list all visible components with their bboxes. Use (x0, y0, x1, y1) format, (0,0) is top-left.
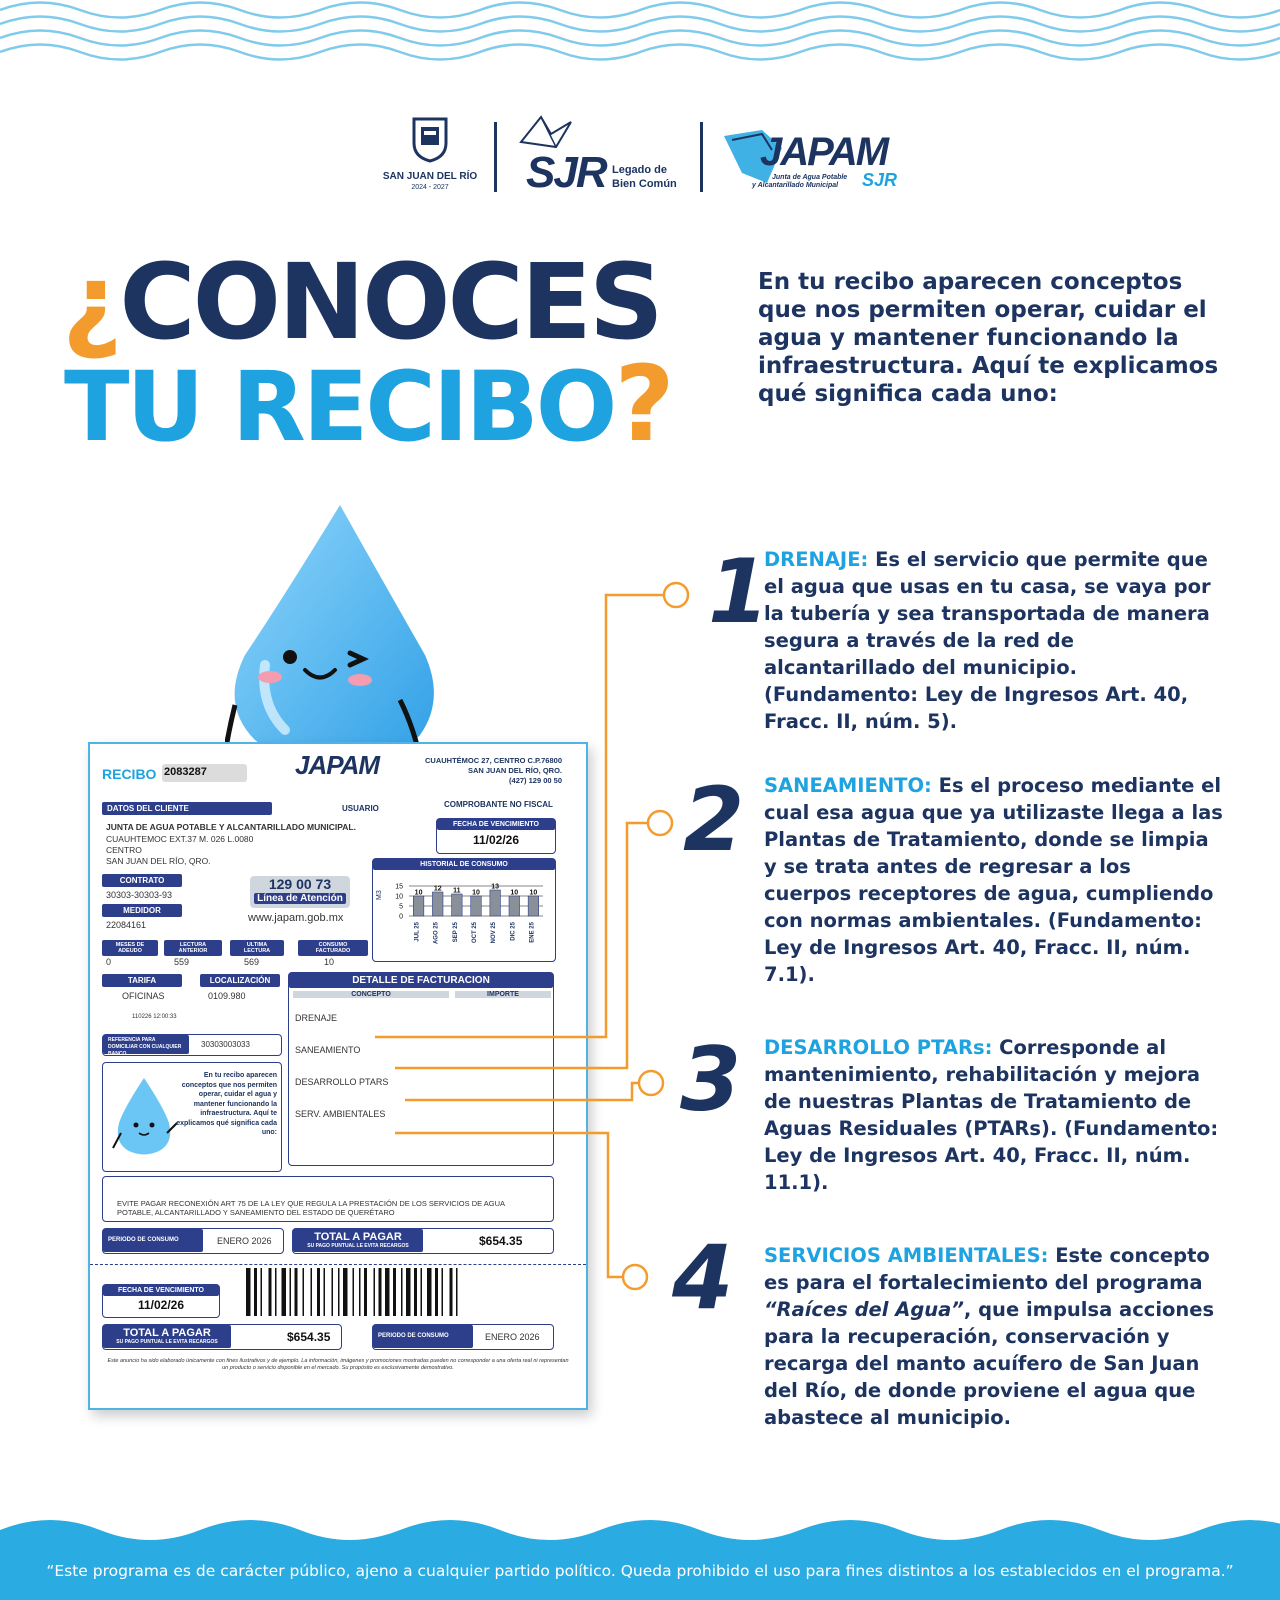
concepto-header: CONCEPTO (293, 991, 449, 998)
total-value-top: $654.35 (479, 1234, 523, 1248)
chart-category-label: ENE 25 (529, 922, 536, 943)
phone-number: 129 00 73 (268, 876, 332, 892)
tarifa-label: TARIFA (102, 974, 182, 987)
barcode-bar (246, 1268, 251, 1316)
municipio-years: 2024 - 2027 (411, 184, 449, 191)
localizacion-label: LOCALIZACIÓN (200, 974, 280, 987)
barcode-bar (303, 1268, 305, 1316)
chart-category-label: DIC 25 (510, 922, 517, 941)
chart-ytick-label: 15 (395, 883, 403, 891)
receipt-address-2: SAN JUAN DEL RÍO, QRO. (467, 766, 562, 775)
receipt-address-1: CUAUHTÉMOC 27, CENTRO C.P.76800 (425, 756, 562, 765)
receipt-illustration (88, 742, 588, 1410)
client-line-1: JUNTA DE AGUA POTABLE Y ALCANTARILLADO MUNICIPAL. (106, 822, 356, 832)
item-title-saneamiento: SANEAMIENTO: (764, 774, 932, 797)
japam-subtitle-1: Junta de Agua Potable (772, 174, 848, 181)
headline-line-2 (64, 343, 672, 465)
item-body-drenaje: Es el servicio que permite que el agua que usas en tu casa, se vaya por la tubería y sea transportada de manera segura a través de la red de alcantarillado del municipio. (Fundamento: Ley de Ingresos Art. 40, Fracc. II, núm. 5). (764, 548, 1211, 733)
item-title-drenaje: DRENAJE: (764, 548, 869, 571)
chart-bar (452, 894, 463, 916)
barcode-bar (450, 1268, 453, 1316)
detalle-label: DETALLE DE FACTURACION (289, 973, 553, 988)
chart-category-label: OCT 25 (472, 922, 478, 944)
notice-box (102, 1176, 554, 1222)
total-label-bottom: TOTAL A PAGAR (123, 1327, 211, 1339)
meses-adeudo-value: 0 (106, 957, 112, 967)
logo-divider (494, 122, 497, 192)
historial-consumo-box (372, 858, 556, 962)
item-number-4: 4 (672, 1226, 734, 1329)
item-number-2: 2 (683, 768, 745, 871)
chart-ytick-label: 0 (399, 913, 403, 921)
barcode-bar (379, 1268, 382, 1316)
medidor-value: 22084161 (106, 920, 147, 930)
item-body-servicios-ambientales-pre: Este concepto es para el fortalecimiento del programa (764, 1244, 1210, 1294)
usuario-label: USUARIO (342, 804, 379, 813)
lectura-anterior-value: 559 (174, 957, 190, 967)
chart-category-label: JUL 25 (414, 922, 421, 942)
item-servicios-ambientales (764, 1242, 1224, 1431)
top-wave-decoration (0, 0, 1280, 70)
recibo-label: RECIBO (102, 766, 157, 782)
linea-atencion: Línea de Atención (254, 893, 346, 904)
chart-category-label: NOV 25 (491, 922, 498, 944)
chart-data-label: 13 (491, 883, 500, 891)
barcode-bar (332, 1268, 334, 1316)
fecha-venc-label-bottom: FECHA DE VENCIMIENTO (103, 1285, 219, 1296)
contrato-label: CONTRATO (102, 874, 182, 887)
barcode-bar (324, 1268, 326, 1316)
footer-disclaimer: “Este programa es de carácter público, ajeno a cualquier partido político. Queda prohibido el uso para fines distintos a los establecidos en el programa.” (46, 1562, 1234, 1580)
barcode-bar (254, 1268, 257, 1316)
item-title-servicios-ambientales: SERVICIOS AMBIENTALES: (764, 1244, 1049, 1267)
barcode-bar (359, 1268, 361, 1316)
barcode-bar (456, 1268, 458, 1316)
barcode-bar (353, 1268, 355, 1316)
total-label-box-bottom (103, 1325, 231, 1348)
barcode-bar (290, 1268, 292, 1316)
barcode-bar (295, 1268, 298, 1316)
mini-info-text: En tu recibo aparecen conceptos que nos permiten operar, cuidar el agua y mantener funcionando la infraestructura. Aquí te explicamos qué significa cada uno: (176, 1072, 277, 1136)
japam-wordmark: JAPAM (760, 130, 888, 174)
concept-desarrollo-ptars: DESARROLLO PTARS (295, 1077, 389, 1087)
chart-ytick-label: 10 (395, 893, 403, 901)
barcode-bar (317, 1268, 320, 1316)
chart-bar (490, 890, 501, 916)
shield-icon (410, 115, 450, 163)
medidor-label: MEDIDOR (102, 904, 182, 917)
fecha-venc-value: 11/02/26 (472, 833, 520, 847)
referencia-label: REFERENCIA PARA DOMICILIAR CON CUALQUIER BANCO. (103, 1035, 189, 1054)
chart-bar (471, 896, 482, 916)
client-line-2: CUAUHTEMOC EXT.37 M. 026 L.0080 (106, 834, 254, 844)
barcode-bar (385, 1268, 390, 1316)
client-line-4: SAN JUAN DEL RÍO, QRO. (106, 856, 211, 866)
consumo-chart (373, 870, 553, 960)
localizacion-value: 0109.980 (208, 991, 246, 1001)
contrato-value: 30303-30303-93 (106, 890, 173, 900)
item-body-servicios-ambientales-post: , que impulsa acciones para la recuperación, conservación y recarga del manto acuífero de San Juan del Río, de donde proviene el agua que abastece al municipio. (764, 1298, 1215, 1429)
question-close: ? (614, 343, 672, 465)
barcode-bar (421, 1268, 423, 1316)
sjr-tagline-1: Legado de (612, 164, 668, 176)
periodo-value-top: ENERO 2026 (217, 1236, 272, 1246)
chart-data-label: 10 (472, 889, 480, 897)
mini-info-box (102, 1062, 282, 1172)
detalle-facturacion-box (288, 972, 554, 1166)
chart-ytick-label: 5 (399, 903, 403, 911)
phone-box (250, 876, 350, 908)
fecha-venc-label: FECHA DE VENCIMIENTO (437, 819, 555, 830)
periodo-label-top: PERIODO DE CONSUMO (103, 1229, 203, 1252)
logo-divider (700, 122, 703, 192)
item-drenaje (764, 546, 1224, 735)
recibo-number: 2083287 (162, 764, 247, 782)
municipio-logo (380, 115, 480, 200)
barcode-bar (275, 1268, 277, 1316)
receipt-disclaimer: Este anuncio ha sido elaborado únicamente con fines ilustrativos y de ejemplo. La información, imágenes y promociones mostradas pueden no corresponder a una oferta real ni representan un producto o servicio disponible en el mercado. Su propósito es exclusivamente demostrativo. (107, 1358, 569, 1371)
total-sub-top: SU PAGO PUNTUAL LE EVITA RECARGOS (307, 1243, 409, 1249)
ultima-lectura-value: 569 (244, 957, 260, 967)
item-number-1: 1 (708, 540, 770, 643)
periodo-label-bottom: PERIODO DE CONSUMO (373, 1325, 473, 1348)
sjr-tagline-2: Bien Común (612, 178, 677, 190)
datos-cliente-label: DATOS DEL CLIENTE (102, 802, 272, 815)
headline-conoces: CONOCES (119, 241, 661, 363)
barcode-bar (414, 1268, 417, 1316)
barcode-bar (338, 1268, 340, 1316)
barcode-bar (343, 1268, 348, 1316)
chart-data-label: 11 (453, 887, 461, 895)
importe-header: IMPORTE (455, 991, 551, 998)
consumo-facturado-label: CONSUMO FACTURADO (298, 940, 368, 956)
barcode-bar (435, 1268, 438, 1316)
barcode-bar (364, 1268, 367, 1316)
item-number-3: 3 (680, 1028, 742, 1131)
headline-tu-recibo: TU RECIBO (64, 351, 615, 463)
timestamp-stamp: 110226 12:00:33 (132, 1014, 177, 1020)
meses-adeudo-label: MESES DE ADEUDO (102, 940, 158, 956)
barcode-bar (261, 1268, 263, 1316)
total-label-top: TOTAL A PAGAR (314, 1231, 402, 1243)
notice-text: EVITE PAGAR RECONEXIÓN ART 75 DE LA LEY QUE REGULA LA PRESTACIÓN DE LOS SERVICIOS DE AGUA POTABLE, ALCANTARILLADO Y SANEAMIENTO DEL ESTADO DE QUERÉTARO (117, 1199, 505, 1217)
barcode-bar (393, 1268, 396, 1316)
fecha-vencimiento-box (436, 818, 556, 854)
fecha-venc-value-bottom: 11/02/26 (137, 1298, 185, 1312)
bottom-wave-decoration (0, 1505, 1280, 1600)
chart-bar (432, 892, 443, 916)
total-sub-bottom: SU PAGO PUNTUAL LE EVITA RECARGOS (116, 1339, 218, 1345)
comprobante-label: COMPROBANTE NO FISCAL (444, 800, 553, 809)
item-body-servicios-ambientales-em: “Raíces del Agua” (764, 1298, 964, 1321)
tarifa-value: OFICINAS (122, 991, 165, 1001)
total-box-bottom (102, 1324, 342, 1350)
consumo-facturado-value: 10 (324, 957, 335, 967)
item-saneamiento (764, 772, 1224, 988)
barcode-bar (427, 1268, 432, 1316)
question-open: ¿ (62, 241, 120, 363)
barcode-bar (406, 1268, 411, 1316)
headline-line-1 (62, 241, 661, 363)
concept-saneamiento: SANEAMIENTO (295, 1045, 361, 1055)
lectura-anterior-label: LECTURA ANTERIOR (164, 940, 222, 956)
receipt-address-3: (427) 129 00 50 (509, 776, 562, 785)
origami-bird-icon (516, 112, 576, 152)
barcode (242, 1266, 554, 1318)
chart-data-label: 10 (510, 889, 519, 897)
sjr-logo (516, 112, 686, 202)
chart-category-label: AGO 25 (433, 922, 440, 945)
ultima-lectura-label: ULTIMA LECTURA (230, 940, 284, 956)
chart-bar (528, 896, 539, 916)
concept-drenaje: DRENAJE (295, 1013, 338, 1023)
client-line-3: CENTRO (106, 845, 142, 855)
item-body-desarrollo-ptars: Corresponde al mantenimiento, rehabilitación y mejora de nuestras Plantas de Tratamiento de Aguas Residuales (PTARs). (Fundamento: Ley de Ingresos Art. 40, Fracc. II, núm. 11.1). (764, 1036, 1219, 1194)
fecha-vencimiento-box-bottom (102, 1284, 220, 1318)
receipt-tear-line (90, 1264, 586, 1265)
chart-ylabel: M3 (376, 890, 383, 900)
chart-data-label: 12 (433, 885, 442, 893)
chart-data-label: 10 (529, 889, 538, 897)
chart-bar (509, 896, 520, 916)
total-value-bottom: $654.35 (287, 1330, 331, 1344)
chart-category-label: SEP 25 (452, 922, 459, 943)
chart-bar (413, 896, 424, 916)
japam-sjr-mark: SJR (862, 170, 898, 190)
japam-subtitle-2: y Alcantarillado Municipal (752, 182, 839, 189)
receipt-japam-wordmark: JAPAM (295, 750, 380, 780)
periodo-box-bottom (372, 1324, 554, 1350)
japam-logo (722, 124, 902, 199)
barcode-bar (374, 1268, 376, 1316)
item-title-desarrollo-ptars: DESARROLLO PTARs: (764, 1036, 993, 1059)
total-box-top (292, 1228, 554, 1254)
barcode-bar (282, 1268, 287, 1316)
historial-label: HISTORIAL DE CONSUMO (373, 859, 555, 870)
referencia-box (102, 1034, 282, 1056)
referencia-value: 30303003033 (201, 1040, 250, 1049)
chart-data-label: 10 (414, 889, 423, 897)
municipio-name: SAN JUAN DEL RÍO (382, 171, 478, 182)
concept-serv-ambientales: SERV. AMBIENTALES (295, 1109, 386, 1119)
periodo-box-top (102, 1228, 284, 1254)
periodo-value-bottom: ENERO 2026 (485, 1332, 540, 1342)
intro-paragraph: En tu recibo aparecen conceptos que nos permiten operar, cuidar el agua y mantener funcionando la infraestructura. Aquí te explicamos qué significa cada uno: (758, 269, 1219, 407)
item-body-saneamiento: Es el proceso mediante el cual esa agua que ya utilizaste llega a las Plantas de Tratamiento, donde se limpia y se trata antes de regresar a los cuerpos receptores de agua, cumpliendo con normas ambientales. (Fundamento: Ley de Ingresos Art. 40, Fracc. II, núm. 7.1). (764, 774, 1223, 986)
total-label-box-top (293, 1229, 423, 1252)
barcode-bar (269, 1268, 272, 1316)
sjr-wordmark: SJR (526, 148, 606, 197)
barcode-bar (311, 1268, 313, 1316)
website-link[interactable]: www.japam.gob.mx (248, 912, 344, 924)
barcode-bar (401, 1268, 403, 1316)
barcode-bar (442, 1268, 444, 1316)
item-desarrollo-ptars (764, 1034, 1224, 1196)
